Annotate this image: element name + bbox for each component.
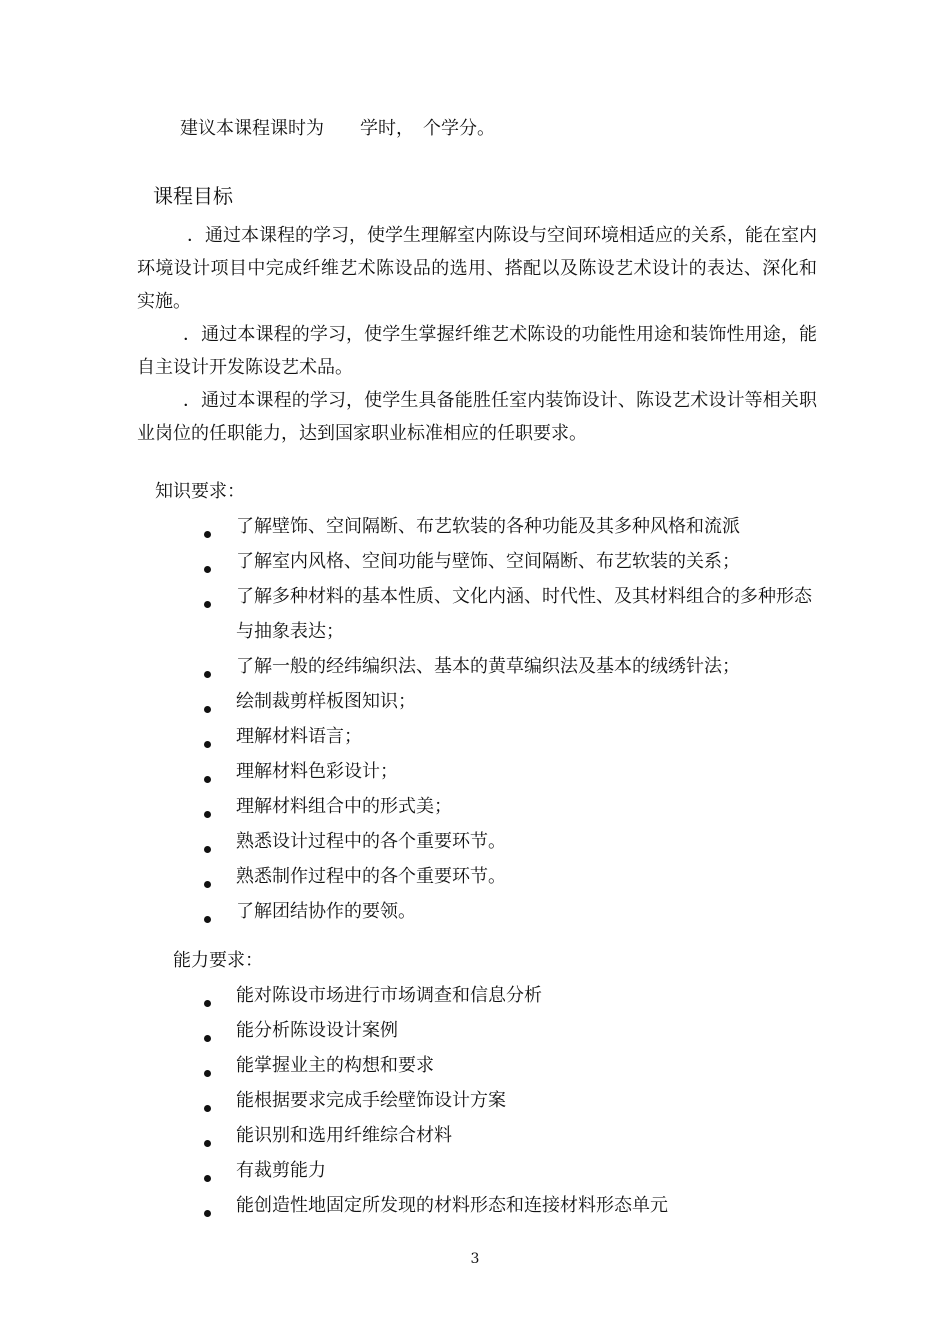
list-item: 了解壁饰、空间隔断、布艺软装的各种功能及其多种风格和流派 (200, 509, 820, 544)
goal-paragraph-1: ．通过本课程的学习，使学生理解室内陈设与空间环境相适应的关系，能在室内环境设计项目中完成纤维艺术陈设品的选用、搭配以及陈设艺术设计的表达、深化和实施。 (137, 225, 817, 312)
bullet-icon (204, 741, 211, 748)
bullet-icon (204, 846, 211, 853)
ability-label: 能力要求： (173, 950, 263, 971)
bullet-icon (204, 706, 211, 713)
bullet-icon (204, 1035, 211, 1042)
list-item: 理解材料色彩设计； (200, 754, 820, 789)
section-title: 课程目标 (153, 184, 233, 208)
bullet-icon (204, 881, 211, 888)
list-item: 能对陈设市场进行市场调查和信息分析 (200, 978, 820, 1013)
goal-paragraph-2: ．通过本课程的学习，使学生掌握纤维艺术陈设的功能性用途和装饰性用途，能自主设计开发陈设艺术品。 (137, 324, 817, 378)
bullet-icon (204, 531, 211, 538)
list-item: 能根据要求完成手绘壁饰设计方案 (200, 1083, 820, 1118)
bullet-icon (204, 1070, 211, 1077)
list-item: 理解材料组合中的形式美； (200, 789, 820, 824)
list-item: 了解多种材料的基本性质、文化内涵、时代性、及其材料组合的多种形态与抽象表达； (200, 579, 820, 649)
list-item: 有裁剪能力 (200, 1153, 820, 1188)
list-item: 绘制裁剪样板图知识； (200, 684, 820, 719)
knowledge-label: 知识要求： (155, 481, 245, 502)
list-item: 了解一般的经纬编织法、基本的黄草编织法及基本的绒绣针法； (200, 649, 820, 684)
list-item: 了解室内风格、空间功能与壁饰、空间隔断、布艺软装的关系； (200, 544, 820, 579)
page-number: 3 (470, 1251, 480, 1267)
list-item: 能掌握业主的构想和要求 (200, 1048, 820, 1083)
list-item: 了解团结协作的要领。 (200, 894, 820, 929)
list-item: 理解材料语言； (200, 719, 820, 754)
bullet-icon (204, 1000, 211, 1007)
bullet-icon (204, 1140, 211, 1147)
list-item: 能识别和选用纤维综合材料 (200, 1118, 820, 1153)
list-item: 熟悉制作过程中的各个重要环节。 (200, 859, 820, 894)
bullet-icon (204, 566, 211, 573)
bullet-icon (204, 1175, 211, 1182)
bullet-icon (204, 776, 211, 783)
bullet-icon (204, 1210, 211, 1217)
bullet-icon (204, 671, 211, 678)
goal-paragraph-3: ．通过本课程的学习，使学生具备能胜任室内装饰设计、陈设艺术设计等相关职业岗位的任职能力，达到国家职业标准相应的任职要求。 (137, 390, 817, 444)
list-item: 能创造性地固定所发现的材料形态和连接材料形态单元 (200, 1188, 820, 1223)
bullet-icon (204, 916, 211, 923)
bullet-icon (204, 1105, 211, 1112)
list-item: 熟悉设计过程中的各个重要环节。 (200, 824, 820, 859)
bullet-icon (204, 811, 211, 818)
bullet-icon (204, 601, 211, 608)
course-hours-text: 建议本课程课时为 学时， 个学分。 (180, 118, 495, 139)
list-item: 能分析陈设设计案例 (200, 1013, 820, 1048)
